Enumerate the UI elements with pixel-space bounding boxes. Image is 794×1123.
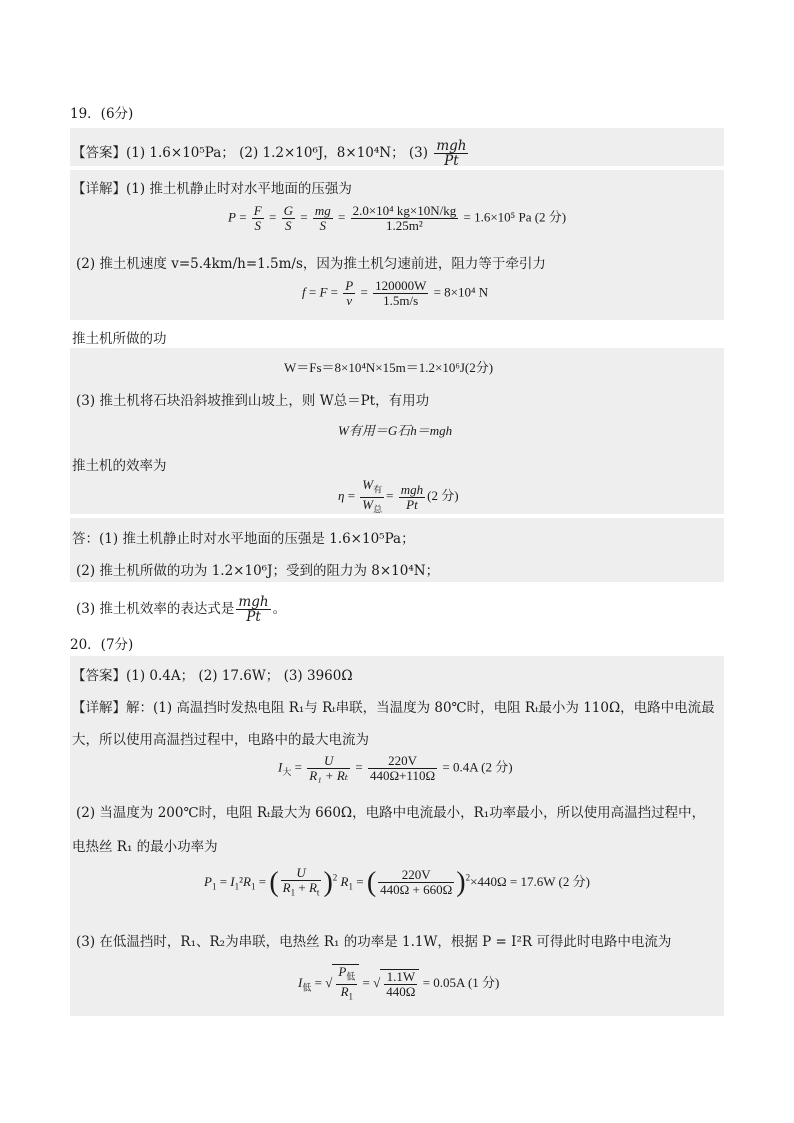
question-20-number: 20．(7分) — [70, 637, 134, 653]
q20-detail-1a: 【详解】解：(1) 高温挡时发热电阻 R₁与 Rₜ串联，当温度为 80℃时，电阻 Rₜ最小为 110Ω，电路中电流最 — [72, 700, 715, 716]
answer-fraction: $\frac{\text{mgh}}{Pt}$ — [436, 138, 467, 169]
eq-useful-work: W有用＝G石h＝mgh — [338, 423, 453, 438]
q19-detail-4: (3) 推土机将石块沿斜坡推到山坡上，则 W总＝Pt，有用功 — [76, 393, 430, 409]
q19-conclusion-1: 答：(1) 推土机静止时对水平地面的压强是 1.6×10⁵Pa； — [72, 531, 415, 547]
eq-max-current: $I_大$ = $\frac{U}{\text{R₁ + Rₜ}}$ = $\frac{220V}{440\Omega+110\Omega}$ = 0.4A (2 分) — [278, 753, 513, 783]
question-19-number: 19．(6分) — [70, 106, 134, 122]
eq-low-current: $I_低$ = √ $\frac{P_低}{R_1}$ = √ $\frac{1.1W}{440\Omega}$ = 0.05A (1 分) — [298, 964, 500, 1002]
answer-text: (1) 1.6×10⁵Pa； (2) 1.2×10⁶J，8×10⁴N； (3) — [126, 145, 429, 161]
q19-conclusion-2: (2) 推土机所做的功为 1.2×10⁶J；受到的阻力为 8×10⁴N； — [76, 563, 440, 579]
q19-answer — [72, 139, 470, 168]
eq-efficiency: η = $\frac{W_有}{W_总}$ = $\frac{\text{mgh}}{Pt}$ (2 分) — [338, 477, 459, 515]
q19-detail-5: 推土机的效率为 — [72, 458, 167, 474]
q19-detail-1: 【详解】(1) 推土机静止时对水平地面的压强为 — [72, 181, 352, 197]
q20-detail-2a: (2) 当温度为 200℃时，电阻 Rₜ最大为 660Ω，电路中电流最小，R₁功率最小，所以使用高温挡过程中， — [76, 805, 706, 821]
detail-tag: 【详解】 — [72, 181, 126, 197]
q20-answer: 【答案】(1) 0.4A； (2) 17.6W； (3) 3960Ω — [72, 668, 353, 684]
q19-detail-2: (2) 推土机速度 v=5.4km/h=1.5m/s，因为推土机匀速前进，阻力等于牵引力 — [76, 256, 546, 272]
eq-work: W＝Fs＝8×10⁴N×15m＝1.2×10⁶J(2分) — [284, 360, 494, 375]
eq-force: f = F = $\frac{P}{v}$ = $\frac{120000W}{1.5m/s}$ = 8×10⁴ N — [302, 278, 489, 308]
q20-detail-2b: 电热丝 R₁ 的最小功率为 — [72, 839, 218, 855]
q19-conclusion-3: (3) 推土机效率的表达式是 $\frac{\text{mgh}}{Pt}$ 。 — [76, 594, 287, 625]
eq-pressure: P = $\frac{F}{S}$ = $\frac{G}{S}$ = $\frac{mg}{S}$ = $\frac{\text{2.0×10⁴ kg×10N/kg}}{\text{1.25m²}}$ = 1.6×10⁵ Pa (2 分) — [228, 203, 567, 233]
q20-detail-1b: 大，所以使用高温挡过程中，电路中的最大电流为 — [72, 732, 369, 748]
q20-detail-3: (3) 在低温挡时，R₁、R₂为串联，电热丝 R₁ 的功率是 1.1W，根据 P = I²R 可得此时电路中电流为 — [76, 934, 672, 950]
q19-detail-3: 推土机所做的功 — [72, 331, 167, 347]
eq-min-power: $P_1 = I_1^2R_1$ = ( $\frac{U}{R_1 + R_t}$ )$^2$ $R_1$ = ( $\frac{220V}{440\Omega + 660\Omega}$ )$^2$×440Ω = 17.6W (2 分) — [204, 865, 590, 898]
answer-tag: 【答案】 — [72, 145, 126, 161]
